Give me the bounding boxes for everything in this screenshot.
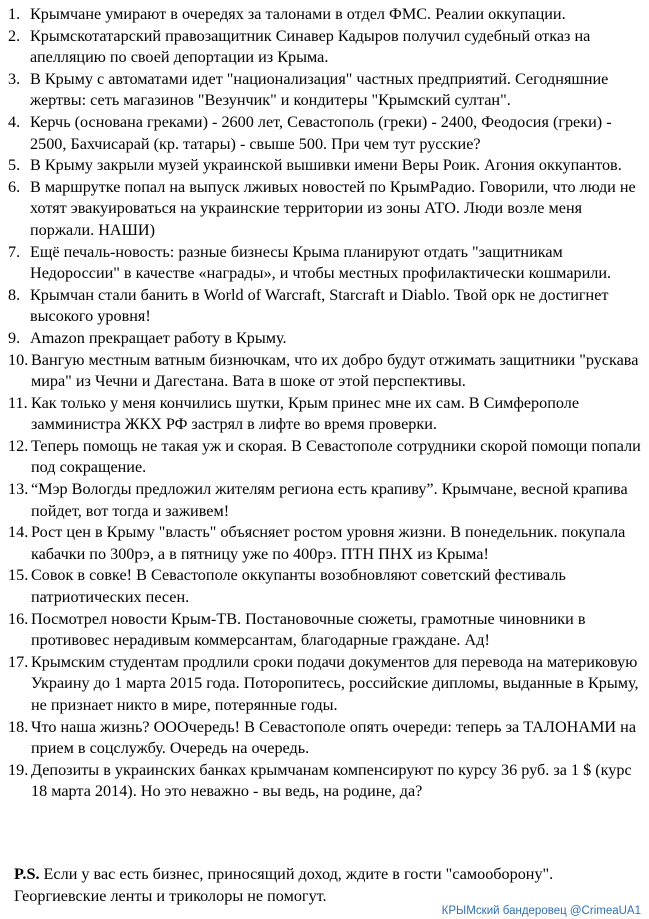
list-item-text: Крымчане умирают в очередях за талонами в отдел ФМС. Реалии оккупации.: [30, 5, 566, 23]
list-item: [8, 609, 644, 652]
list-item-number: 17.: [8, 652, 29, 671]
list-item: [8, 717, 644, 760]
list-item-text: В маршрутке попал на выпуск лживых новостей по КрымРадио. Говорили, что люди не хотят эвакуироваться на украинские территории из зоны АТО. Люди возле меня поржали. НАШИ): [30, 177, 636, 239]
list-item-text: В Крыму закрыли музей украинской вышивки имени Веры Роик. Агония оккупантов.: [30, 156, 622, 175]
list-item: [8, 652, 644, 717]
list-item-text: Посмотрел новости Крым-ТВ. Постановочные сюжеты, грамотные чиновники в противовес нерадивым коммерсантам, благодарные граждане. Ад!: [31, 609, 586, 650]
list-item-text: Теперь помощь не такая уж и скорая. В Севастополе сотрудники скорой помощи попали под сокращение.: [31, 436, 641, 477]
list-item: [8, 112, 644, 155]
list-item-text: Amazon прекращает работу в Крыму.: [30, 328, 287, 347]
list-item: [8, 155, 644, 177]
list-item: [8, 328, 644, 350]
postscript-text: Если у вас есть бизнес, приносящий доход, ждите в гости "самооборону". Георгиевские ленты и триколоры не помогут.: [14, 865, 554, 905]
watermark: КРЫМский бандеровец @CrimeaUA1: [441, 905, 641, 917]
list-item: [8, 760, 644, 803]
list-item-number: 8.: [8, 285, 21, 304]
list-item-number: 19.: [8, 760, 29, 779]
list-item: [8, 436, 644, 479]
list-item-number: 5.: [8, 156, 21, 175]
postscript-label: P.S.: [14, 865, 40, 883]
list-item: [8, 393, 644, 436]
list-item-text: Депозиты в украинских банках крымчанам компенсируют по курсу 36 руб. за 1 $ (курс 18 марта 2014). Но это неважно - вы ведь, на родине, да?: [31, 760, 632, 801]
list-item-text: Крымчан стали банить в World of Warcraft, Starcraft и Diablo. Твой орк не достигнет высокого уровня!: [30, 285, 609, 326]
list-item-number: 14.: [8, 523, 29, 542]
list-item: [8, 522, 644, 565]
list-item-number: 3.: [8, 69, 21, 88]
list-item: [8, 285, 644, 328]
list-item-text: Как только у меня кончились шутки, Крым принес мне их сам. В Симферополе замминистра ЖКХ РФ застрял в лифте во время проверки.: [31, 393, 580, 434]
list-item-text: Крымскотатарский правозащитник Синавер Кадыров получил судебный отказ на апелляцию по своей депортации из Крыма.: [30, 26, 591, 67]
list-item-text: “Мэр Вологды предложил жителям региона есть крапиву”. Крымчане, весной крапива пойдет, вот тогда и заживем!: [31, 480, 628, 520]
list-item-number: 7.: [8, 242, 21, 261]
list-item-number: 4.: [8, 112, 21, 131]
list-item-number: 9.: [8, 328, 21, 347]
list-item-number: 11.: [8, 393, 28, 412]
list-item-text: Крымским студентам продлили сроки подачи документов для перевода на материковую Украину до 1 марта 2015 года. Поторопитесь, российские дипломы, выданные в Крыму, не признает никто в мире, потерянные годы.: [31, 652, 639, 714]
list-item-number: 12.: [8, 436, 29, 455]
list-item-number: 10.: [8, 350, 29, 369]
list-item-text: Вангую местным ватным бизнючкам, что их добро будут отжимать защитники "рускава мира" из Чечни и Дагестана. Вата в шоке от этой перспективы.: [31, 350, 639, 391]
list-item-number: 2.: [8, 26, 21, 45]
list-item-text: Что наша жизнь? ОООчередь! В Севастополе опять очереди: теперь за ТАЛОНАМИ на прием в соцслужбу. Очередь на очередь.: [31, 717, 636, 758]
news-list: [8, 4, 644, 803]
list-item-text: Керчь (основана греками) - 2600 лет, Севастополь (греки) - 2400, Феодосия (греки) - 2500, Бахчисарай (кр. татары) - свыше 500. При чем тут русские?: [30, 112, 612, 153]
list-item: [8, 479, 644, 522]
list-item-number: 6.: [8, 177, 21, 196]
list-item: [8, 242, 644, 285]
list-item-text: Совок в совке! В Севастополе оккупанты возобновляют советский фестиваль патриотических песен.: [31, 566, 566, 607]
list-item: [8, 69, 644, 112]
postscript: [14, 864, 634, 907]
list-item-number: 15.: [8, 566, 29, 585]
list-item-number: 16.: [8, 609, 29, 628]
list-item: [8, 350, 644, 393]
list-item-text: Рост цен в Крыму "власть" объясняет ростом уровня жизни. В понедельник. покупала кабачки по 300рэ, а в пятницу уже по 400рэ. ПТН ПНХ из Крыма!: [31, 523, 626, 563]
list-item-text: Ещё печаль-новость: разные бизнесы Крыма планируют отдать "защитникам Недороссии" в качестве «награды», и чтобы местных профилактически кошмарили.: [30, 242, 612, 283]
list-item: [8, 177, 644, 242]
list-item-number: 13.: [8, 480, 29, 499]
list-item: [8, 4, 644, 26]
list-item-text: В Крыму с автоматами идет "национализация" частных предприятий. Сегодняшние жертвы: сеть магазинов "Везунчик" и кондитеры "Крымский султан".: [30, 69, 609, 110]
list-item: [8, 26, 644, 69]
list-item: [8, 565, 644, 608]
list-item-number: 1.: [8, 5, 21, 23]
list-item-number: 18.: [8, 717, 29, 736]
